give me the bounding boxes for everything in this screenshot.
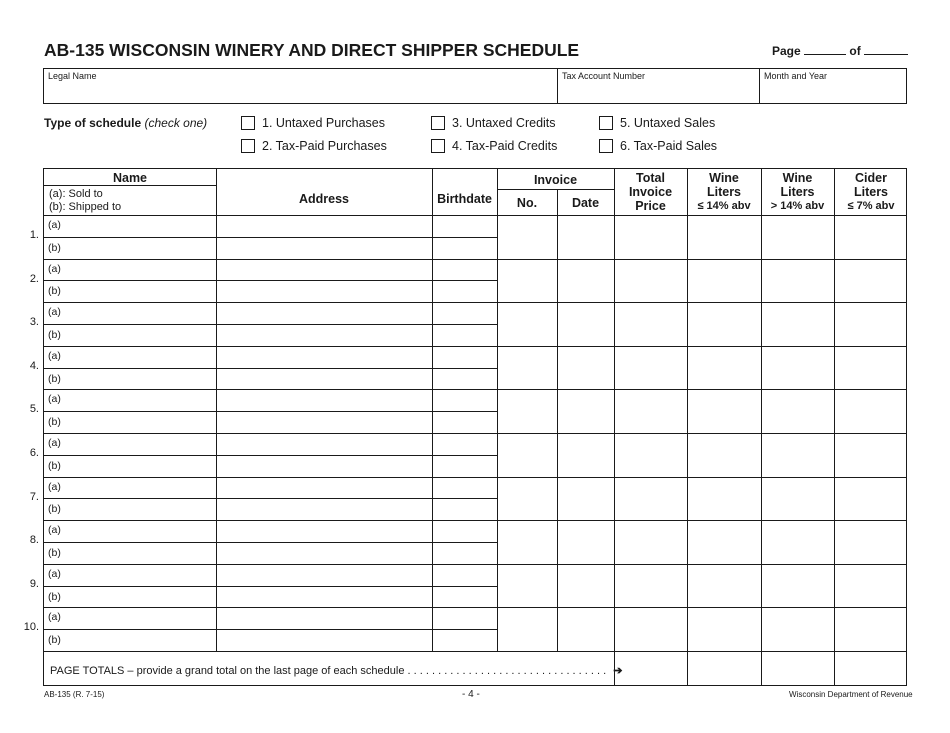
row-label-a: (a): [48, 306, 61, 319]
month-year-field[interactable]: [760, 69, 906, 103]
name-header: Name: [112, 171, 148, 185]
checkbox[interactable]: [599, 139, 613, 153]
sub-row-line: [44, 280, 497, 281]
page-totals-row: [50, 664, 622, 677]
row-label-a: (a): [48, 524, 61, 537]
row-line: [44, 389, 906, 390]
row-label-b: (b): [48, 372, 61, 385]
header-bottom-line: [44, 215, 906, 216]
option-tax-paid-purchases[interactable]: 2. Tax-Paid Purchases: [241, 139, 387, 153]
wine-low-abv-header: Wine Liters ≤ 14% abv: [697, 171, 751, 212]
row-label-a: (a): [48, 349, 61, 362]
sub-row-line: [44, 455, 497, 456]
sub-row-line: [44, 368, 497, 369]
sub-row-line: [44, 629, 497, 630]
total-invoice-price-header: Total Invoice Price: [628, 171, 673, 213]
name-sub-b: (b): Shipped to: [49, 201, 122, 213]
row-label-a: (a): [48, 480, 61, 493]
checkbox[interactable]: [241, 116, 255, 130]
row-number: 1.: [29, 229, 39, 241]
row-label-b: (b): [48, 634, 61, 647]
address-header: Address: [298, 192, 350, 206]
col-divider-wine-low: [687, 169, 688, 686]
page-label: Page: [772, 44, 801, 58]
row-label-a: (a): [48, 262, 61, 275]
checkbox[interactable]: [431, 116, 445, 130]
month-year-label: Month and Year: [764, 71, 828, 81]
checkbox[interactable]: [599, 116, 613, 130]
row-label-a: (a): [48, 393, 61, 406]
row-label-a: (a): [48, 437, 61, 449]
wine-high-abv-header: Wine Liters > 14% abv: [770, 171, 825, 212]
row-line: [44, 607, 906, 608]
schedule-type-label: Type of schedule (check one): [44, 116, 208, 130]
cider-header: Cider Liters ≤ 7% abv: [847, 171, 895, 212]
sub-row-line: [44, 586, 497, 587]
row-line: [44, 520, 906, 521]
birthdate-header: Birthdate: [437, 192, 492, 206]
checkbox[interactable]: [431, 139, 445, 153]
invoice-no-header: No.: [516, 196, 538, 210]
col-divider-birthdate: [432, 169, 433, 651]
option-tax-paid-sales[interactable]: 6. Tax-Paid Sales: [599, 139, 717, 153]
col-divider-cider: [834, 169, 835, 686]
page-number: - 4 -: [462, 689, 480, 700]
sub-row-line: [44, 237, 497, 238]
row-number: 6.: [29, 447, 39, 459]
option-untaxed-purchases[interactable]: 1. Untaxed Purchases: [241, 116, 385, 130]
legal-name-field[interactable]: [44, 69, 558, 103]
row-number: 8.: [29, 534, 39, 547]
row-line: [44, 259, 906, 260]
row-label-b: (b): [48, 459, 61, 472]
row-label-b: (b): [48, 503, 61, 516]
col-divider-total: [614, 169, 615, 686]
form-id: AB-135 (R. 7-15): [44, 690, 105, 699]
checkbox[interactable]: [241, 139, 255, 153]
name-sub-a: (a): Sold to: [49, 188, 103, 200]
row-number: 3.: [29, 316, 39, 329]
form-title: AB-135 WISCONSIN WINERY AND DIRECT SHIPPER SCHEDULE: [44, 40, 580, 60]
row-line: [44, 477, 906, 478]
col-divider-address: [216, 169, 217, 651]
row-label-b: (b): [48, 241, 61, 254]
row-number: 9.: [29, 577, 39, 590]
row-line: [44, 651, 906, 652]
row-number: 7.: [29, 490, 39, 503]
row-label-a: (a): [48, 611, 61, 624]
sub-row-line: [44, 498, 497, 499]
schedule-table: [43, 168, 907, 686]
col-divider-invoice: [497, 169, 498, 651]
legal-name-label: Legal Name: [48, 71, 97, 81]
option-untaxed-sales[interactable]: 5. Untaxed Sales: [599, 116, 715, 130]
page-number-blank[interactable]: [804, 45, 846, 55]
row-label-b: (b): [48, 285, 61, 298]
col-divider-wine-high: [761, 169, 762, 686]
page-of-indicator: [772, 44, 908, 58]
sub-row-line: [44, 542, 497, 543]
row-line: [44, 433, 906, 434]
tax-account-field[interactable]: [558, 69, 760, 103]
row-number: 4.: [29, 359, 39, 372]
invoice-date-header: Date: [571, 196, 600, 210]
invoice-header: Invoice: [533, 173, 578, 187]
invoice-header-divider: [497, 189, 614, 190]
tax-account-label: Tax Account Number: [562, 71, 646, 81]
row-line: [44, 564, 906, 565]
row-label-b: (b): [48, 329, 61, 341]
row-label-b: (b): [48, 416, 61, 429]
option-untaxed-credits[interactable]: 3. Untaxed Credits: [431, 116, 556, 130]
sub-row-line: [44, 324, 497, 325]
row-line: [44, 302, 906, 303]
row-label-b: (b): [48, 547, 61, 559]
page-totals-label: PAGE TOTALS – provide a grand total on the last page of each schedule . . . . . . . . . . . . . . . . . . . . . . . . . . . . . . . . .: [50, 665, 607, 677]
sub-row-line: [44, 411, 497, 412]
department-name: Wisconsin Department of Revenue: [789, 690, 913, 699]
row-line: [44, 346, 906, 347]
row-number: 10.: [23, 621, 39, 634]
arrow-right-icon: ➔: [613, 665, 623, 677]
row-number: 5.: [29, 403, 39, 416]
of-label: of: [849, 44, 861, 58]
row-label-a: (a): [48, 219, 61, 231]
row-label-a: (a): [48, 567, 61, 580]
option-tax-paid-credits[interactable]: 4. Tax-Paid Credits: [431, 139, 557, 153]
row-label-b: (b): [48, 590, 61, 603]
taxpayer-info-box: [43, 68, 907, 104]
row-number: 2.: [29, 272, 39, 285]
page-total-blank[interactable]: [864, 45, 908, 55]
name-header-divider: [44, 185, 216, 186]
